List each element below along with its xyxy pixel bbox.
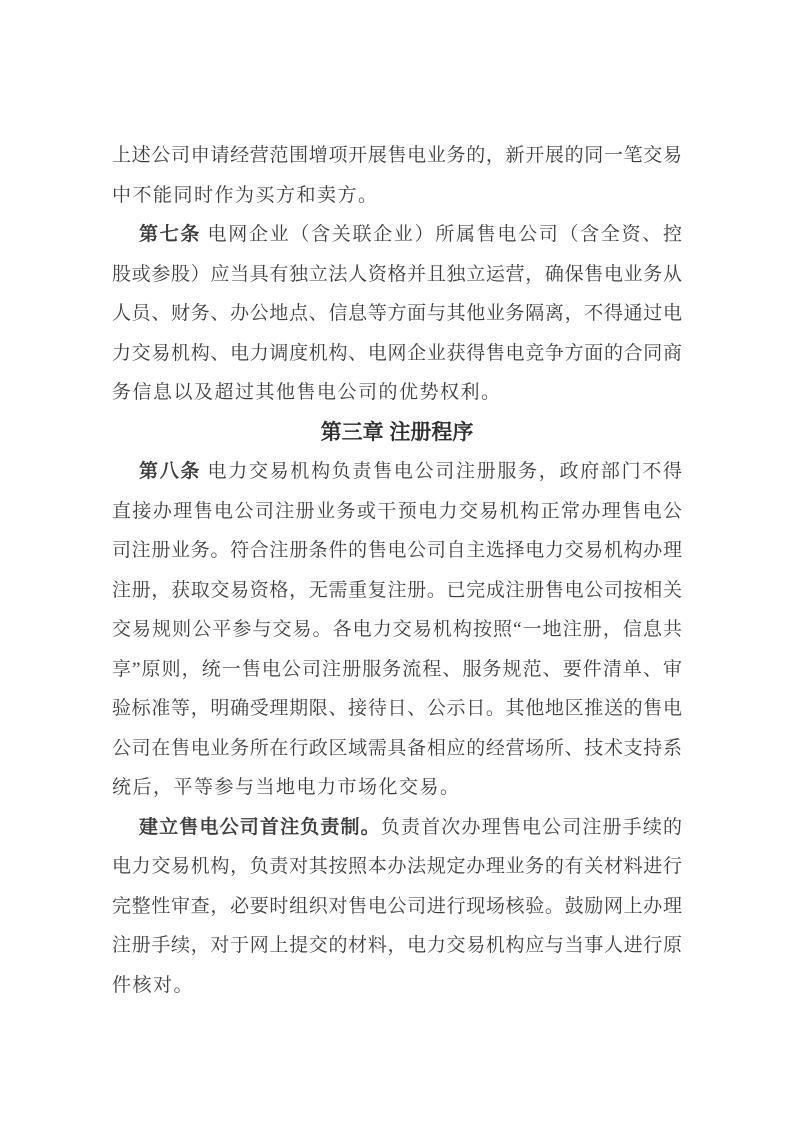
bold-text-run: 第三章 注册程序 [320, 420, 474, 444]
bold-text-run: 第七条 [139, 224, 202, 245]
text-run: 交易规则公平参与交易。各电力交易机构按照“一地注册，信息共 [112, 619, 682, 640]
text-line [112, 689, 682, 729]
text-run: 完整性审查，必要时组织对售电公司进行现场核验。鼓励网上办理 [112, 895, 682, 917]
text-line [112, 729, 682, 769]
text-run: 司注册业务。符合注册条件的售电公司自主选择电力交易机构办理 [112, 540, 682, 561]
text-line [112, 887, 682, 927]
text-line [112, 334, 682, 374]
text-line [112, 531, 682, 571]
text-run: 电力交易机构负责售电公司注册服务，政府部门不得 [201, 461, 682, 482]
text-line [112, 294, 682, 334]
bold-text-run: 建立售电公司首注负责制。 [139, 816, 381, 838]
text-line [112, 136, 682, 176]
text-line [112, 571, 682, 611]
text-line [112, 176, 682, 216]
text-run: 注册手续，对于网上提交的材料，电力交易机构应与当事人进行原 [112, 935, 682, 956]
text-run: 公司在售电业务所在行政区域需具备相应的经营场所、技术支持系 [112, 737, 682, 759]
text-run: 享”原则，统一售电公司注册服务流程、服务规范、要件清单、审 [112, 658, 682, 680]
text-line [112, 650, 682, 690]
text-line [112, 215, 682, 255]
chapter-heading [112, 413, 682, 453]
text-line [112, 926, 682, 966]
document-content [112, 136, 682, 1005]
text-run: 人员、财务、办公地点、信息等方面与其他业务隔离，不得通过电 [112, 303, 682, 324]
text-run: 务信息以及超过其他售电公司的优势权利。 [112, 382, 502, 403]
text-run: 负责首次办理售电公司注册手续的 [380, 816, 682, 838]
text-run: 直接办理售电公司注册业务或干预电力交易机构正常办理售电公 [112, 500, 682, 522]
text-line [112, 768, 682, 808]
text-line [112, 610, 682, 650]
text-line [112, 255, 682, 295]
text-run: 中不能同时作为买方和卖方。 [112, 184, 379, 206]
text-line [112, 373, 682, 413]
text-run: 验标准等，明确受理期限、接待日、公示日。其他地区推送的售电 [112, 698, 682, 719]
text-line [112, 847, 682, 887]
text-line [112, 808, 682, 848]
text-run: 股或参股）应当具有独立法人资格并且独立运营，确保售电业务从 [112, 263, 682, 285]
text-run: 上述公司申请经营范围增项开展售电业务的，新开展的同一笔交易 [112, 145, 682, 166]
text-run: 电网企业（含关联企业）所属售电公司（含全资、控 [201, 224, 682, 245]
text-run: 力交易机构、电力调度机构、电网企业获得售电竞争方面的合同商 [112, 342, 682, 364]
text-run: 电力交易机构，负责对其按照本办法规定办理业务的有关材料进行 [112, 856, 682, 877]
text-run: 注册，获取交易资格，无需重复注册。已完成注册售电公司按相关 [112, 579, 682, 601]
text-run: 统后，平等参与当地电力市场化交易。 [112, 777, 461, 798]
bold-text-run: 第八条 [139, 461, 202, 482]
text-line [112, 492, 682, 532]
text-run: 件核对。 [112, 974, 195, 996]
text-line [112, 452, 682, 492]
text-line [112, 966, 682, 1006]
